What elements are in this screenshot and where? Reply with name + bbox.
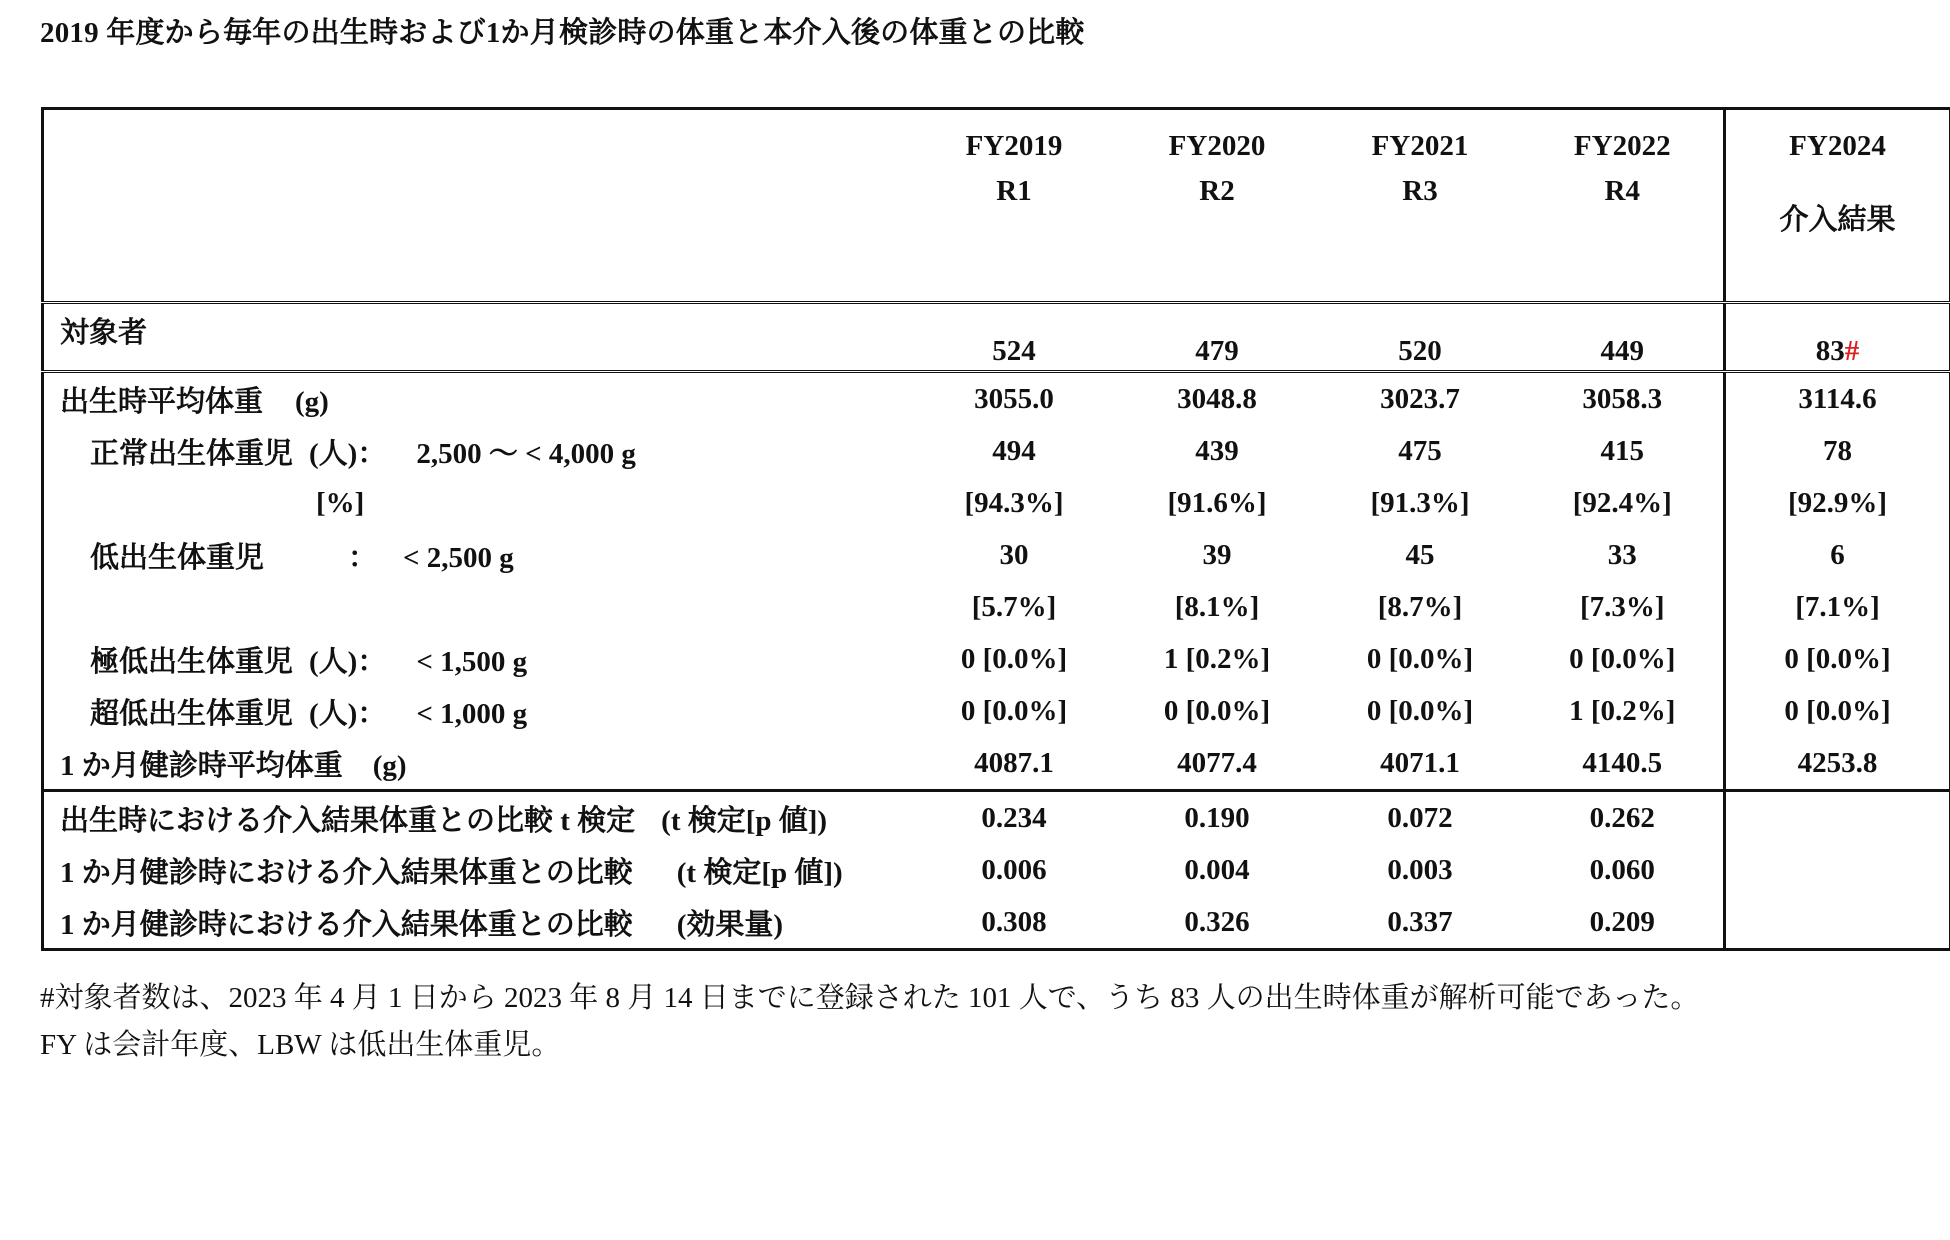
header-fy: FY2020 — [1116, 109, 1319, 164]
normal-pct-row — [43, 477, 1950, 529]
comparison-label: 1 か月健診時における介入結果体重との比較 — [60, 856, 633, 889]
normal-row — [43, 425, 1950, 477]
cell-value: 0.190 — [1116, 791, 1319, 845]
cell-value: 3023.7 — [1319, 372, 1522, 426]
unit-label: (g) — [295, 385, 329, 418]
header-fy: FY2021 — [1319, 109, 1522, 164]
birth-mean-label: 出生時平均体重 — [60, 385, 264, 418]
range-label: 2,500 ～ < 4,000 g — [416, 437, 636, 470]
empty-cell — [1725, 844, 1950, 896]
subjects-value: 520 — [1319, 303, 1522, 372]
cell-value: 4253.8 — [1725, 737, 1950, 791]
cell-value: 0.337 — [1319, 896, 1522, 950]
cell-value: 1 [0.2%] — [1163, 642, 1271, 675]
range-label: < 1,500 g — [416, 645, 528, 678]
cell-value: 0.262 — [1522, 791, 1725, 845]
cell-value: 0.004 — [1184, 853, 1250, 886]
unit-label: (g) — [372, 749, 407, 782]
low-label: 低出生体重児 — [90, 541, 265, 574]
cell-value: 494 — [992, 434, 1036, 467]
footnote: #対象者数は、2023 年 4 月 1 日から 2023 年 8 月 14 日までに登録された 101 人で、うち 83 人の出生時体重が解析可能であった。 — [40, 982, 1700, 1014]
birth-mean-row — [43, 372, 1950, 426]
cell-value: 0.006 — [981, 853, 1047, 886]
header-fy-intervention: FY2024 — [1725, 109, 1950, 164]
very-low-label: 極低出生体重児 — [90, 645, 294, 678]
cell-value: 3048.8 — [1116, 372, 1319, 426]
very-low-row — [43, 633, 1950, 685]
header-blank — [43, 109, 913, 164]
cell-value: 45 — [1405, 538, 1435, 571]
cell-value: 6 — [1725, 529, 1950, 581]
stat-label: (t 検定[p 値]) — [661, 804, 828, 837]
cell-value: 0.072 — [1319, 791, 1522, 845]
cell-value: 4077.4 — [1177, 746, 1257, 779]
cell-value: 30 — [999, 538, 1029, 571]
empty-cell — [1725, 791, 1950, 845]
header-row-fy — [43, 109, 1950, 164]
cell-value: [8.1%] — [1174, 590, 1260, 623]
cell-value: 475 — [1398, 434, 1442, 467]
subjects-value: 449 — [1522, 303, 1725, 372]
subjects-row — [43, 303, 1950, 372]
row-label — [43, 844, 913, 896]
cell-value: [92.4%] — [1572, 486, 1672, 519]
footnote: FY は会計年度、LBW は低出生体重児。 — [40, 1029, 561, 1061]
row-label — [43, 372, 913, 426]
row-label — [43, 685, 913, 737]
cell-value: [8.7%] — [1377, 590, 1463, 623]
unit-label: (人)： — [309, 645, 387, 678]
subjects-intervention-value: 83 — [1815, 335, 1845, 367]
subjects-value: 524 — [913, 303, 1116, 372]
month-mean-label: 1 か月健診時平均体重 — [60, 749, 343, 782]
empty-cell — [1725, 896, 1950, 950]
subjects-label: 対象者 — [43, 303, 913, 372]
subjects-intervention — [1725, 303, 1950, 372]
unit-label: (人)： — [309, 697, 387, 730]
cell-value: 0 [0.0%] — [1366, 694, 1474, 727]
row-label — [43, 737, 913, 791]
cell-value: [91.3%] — [1370, 486, 1470, 519]
cell-value: [92.9%] — [1725, 477, 1950, 529]
cell-value: 0 [0.0%] — [1366, 642, 1474, 675]
comparison-label: 出生時における介入結果体重との比較 t 検定 — [60, 804, 636, 837]
header-fy: FY2022 — [1522, 109, 1725, 164]
cell-value: 4140.5 — [1582, 746, 1663, 779]
cell-value: 415 — [1600, 434, 1644, 467]
colon-label: ： — [348, 541, 378, 574]
cell-value: 0.060 — [1589, 853, 1655, 886]
header-reiwa: R1 — [996, 175, 1032, 207]
row-label — [43, 529, 913, 581]
low-pct-row — [43, 581, 1950, 633]
cell-value: 0.209 — [1522, 896, 1725, 950]
cell-value: 0 [0.0%] — [1163, 694, 1271, 727]
footnote-mark: # — [1844, 335, 1860, 367]
row-label — [43, 896, 913, 950]
row-label — [43, 791, 913, 845]
header-reiwa: R2 — [1199, 175, 1235, 207]
cell-value: [7.1%] — [1725, 581, 1950, 633]
cell-value: 0.234 — [913, 791, 1116, 845]
cell-value: 33 — [1607, 538, 1637, 571]
extremely-low-row — [43, 685, 1950, 737]
stat-label: (効果量) — [676, 908, 784, 941]
cell-value: [94.3%] — [964, 486, 1064, 519]
comparison-label: 1 か月健診時における介入結果体重との比較 — [60, 908, 633, 941]
cell-value: 39 — [1202, 538, 1232, 571]
cell-value: [7.3%] — [1579, 590, 1665, 623]
range-label: < 1,000 g — [416, 697, 528, 730]
cell-value: 0.003 — [1387, 853, 1453, 886]
pct-label: [%] — [43, 477, 913, 529]
extremely-low-label: 超低出生体重児 — [90, 697, 294, 730]
cell-value: 0 [0.0%] — [1569, 642, 1676, 675]
comparison-row — [43, 844, 1950, 896]
comparison-row — [43, 896, 1950, 950]
header-row-reiwa — [43, 163, 1950, 303]
month-mean-row — [43, 737, 1950, 791]
unit-label: (人)： — [309, 437, 387, 470]
cell-value: 0.308 — [913, 896, 1116, 950]
header-reiwa: R3 — [1402, 175, 1438, 207]
cell-value: 0 [0.0%] — [1725, 633, 1950, 685]
subjects-value: 479 — [1116, 303, 1319, 372]
cell-value: 1 [0.2%] — [1569, 694, 1676, 727]
header-intervention-label: 介入結果 — [1725, 163, 1950, 303]
low-row — [43, 529, 1950, 581]
range-label: < 2,500 g — [403, 541, 514, 574]
cell-value: 0.326 — [1116, 896, 1319, 950]
cell-value: 3058.3 — [1522, 372, 1725, 426]
cell-value: 0 [0.0%] — [960, 694, 1068, 727]
page-title: 2019 年度から毎年の出生時および1か月検診時の体重と本介入後の体重との比較 — [40, 17, 1085, 49]
cell-value: 3114.6 — [1725, 372, 1950, 426]
cell-value: 0 [0.0%] — [960, 642, 1068, 675]
cell-value: [91.6%] — [1167, 486, 1267, 519]
cell-value: [5.7%] — [971, 590, 1057, 623]
cell-value: 78 — [1725, 425, 1950, 477]
cell-value: 4087.1 — [974, 746, 1054, 779]
header-fy: FY2019 — [913, 109, 1116, 164]
stat-label: (t 検定[p 値]) — [676, 856, 843, 889]
cell-value: 439 — [1195, 434, 1239, 467]
header-reiwa: R4 — [1604, 175, 1640, 207]
row-label — [43, 425, 913, 477]
cell-value: 4071.1 — [1380, 746, 1460, 779]
cell-value: 0 [0.0%] — [1725, 685, 1950, 737]
normal-label: 正常出生体重児 — [90, 437, 294, 470]
row-label — [43, 633, 913, 685]
weight-comparison-table — [41, 107, 1950, 951]
cell-value: 3055.0 — [913, 372, 1116, 426]
comparison-row — [43, 791, 1950, 845]
